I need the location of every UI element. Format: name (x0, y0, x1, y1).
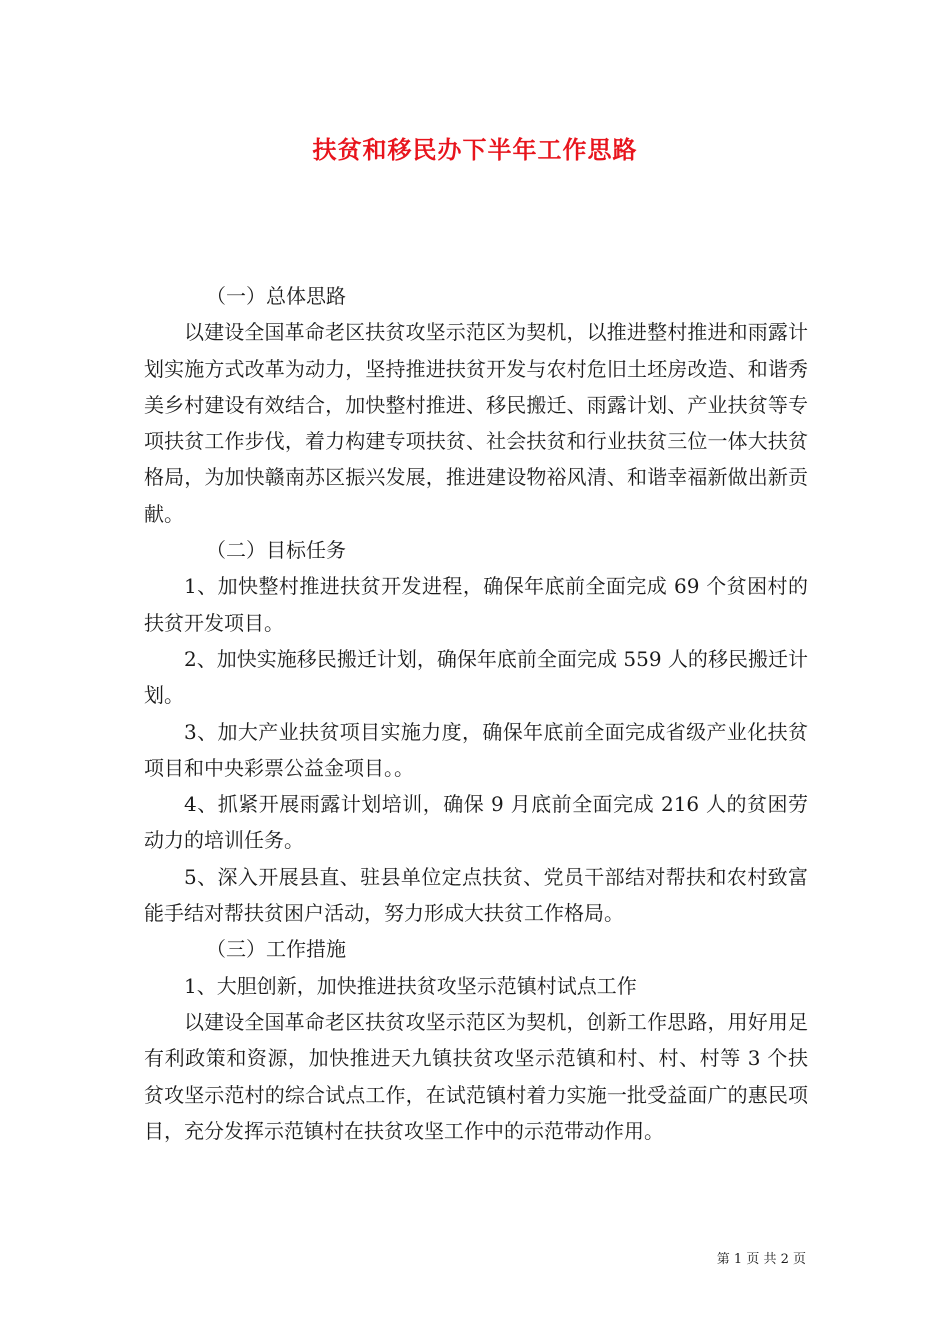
document-body (144, 278, 808, 1149)
body-paragraph: 1、加快整村推进扶贫开发进程，确保年底前全面完成 69 个贫困村的扶贫开发项目。 (144, 574, 808, 635)
body-paragraph: 以建设全国革命老区扶贫攻坚示范区为契机，以推进整村推进和雨露计划实施方式改革为动力，坚持推进扶贫开发与农村危旧土坯房改造、和谐秀美乡村建设有效结合，加快整村推进、移民搬迁、雨露计划、产业扶贫等专项扶贫工作步伐，着力构建专项扶贫、社会扶贫和行业扶贫三位一体大扶贫格局，为加快赣南苏区振兴发展，推进建设物裕风清、和谐幸福新做出新贡献。 (144, 320, 808, 526)
page-number: 第 1 页 共 2 页 (716, 1252, 806, 1267)
body-paragraph: 以建设全国革命老区扶贫攻坚示范区为契机，创新工作思路，用好用足有利政策和资源，加快推进天九镇扶贫攻坚示范镇和村、村、村等 3 个扶贫攻坚示范村的综合试点工作，在试范镇村着力实施一批受益面广的惠民项目，充分发挥示范镇村在扶贫攻坚工作中的示范带动作用。 (144, 1009, 808, 1143)
body-paragraph: 5、深入开展县直、驻县单位定点扶贫、党员干部结对帮扶和农村致富能手结对帮扶贫困户活动，努力形成大扶贫工作格局。 (144, 864, 808, 926)
document-title: 扶贫和移民办下半年工作思路 (312, 135, 638, 164)
body-paragraph: 2、加快实施移民搬迁计划，确保年底前全面完成 559 人的移民搬迁计划。 (144, 646, 808, 708)
section-heading: （二）目标任务 (206, 538, 346, 563)
body-paragraph: 3、加大产业扶贫项目实施力度，确保年底前全面完成省级产业化扶贫项目和中央彩票公益金项目。。 (144, 719, 808, 780)
body-paragraph: 1、大胆创新，加快推进扶贫攻坚示范镇村试点工作 (184, 973, 637, 998)
section-heading: （一）总体思路 (206, 284, 346, 308)
body-paragraph: 4、抓紧开展雨露计划培训，确保 9 月底前全面完成 216 人的贫困劳动力的培训任务。 (144, 792, 808, 853)
section-heading: （三）工作措施 (206, 937, 346, 962)
